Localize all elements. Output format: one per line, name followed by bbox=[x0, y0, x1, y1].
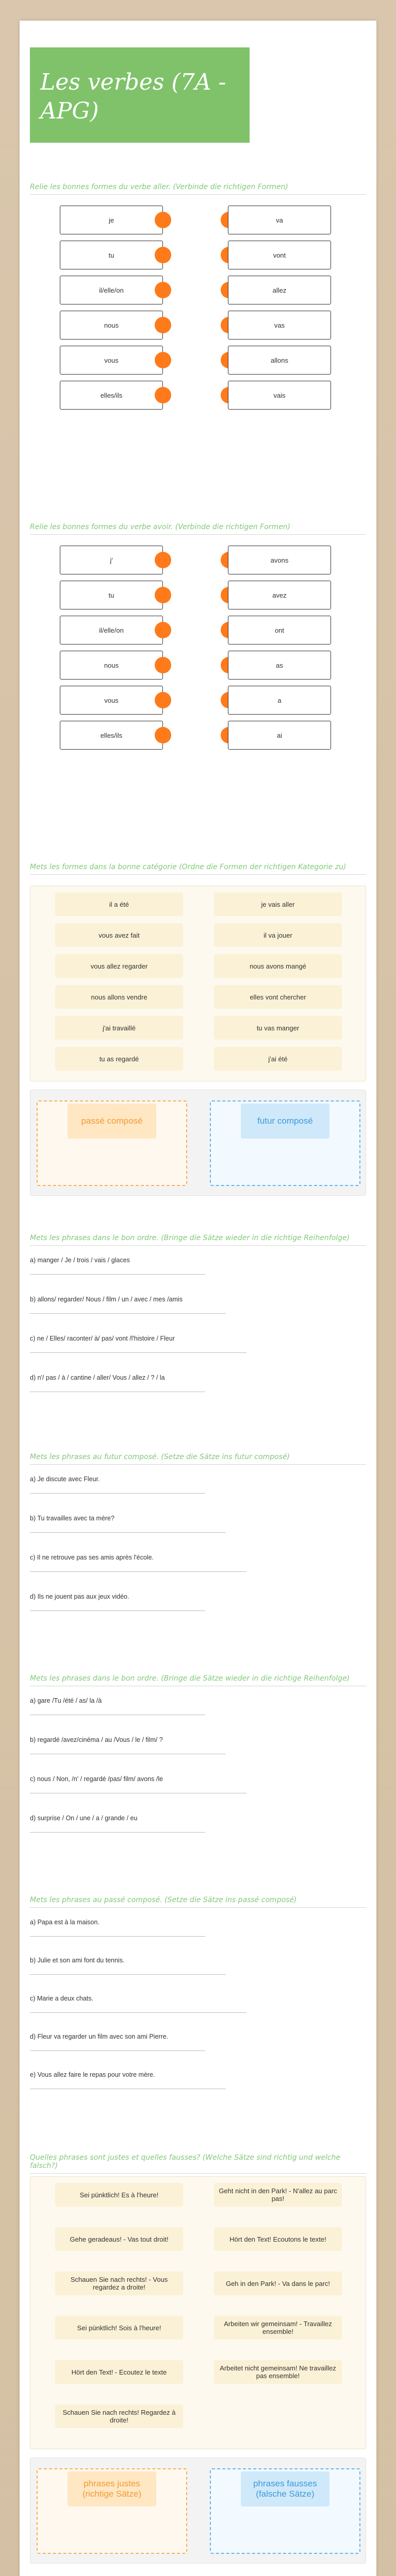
answer-line[interactable] bbox=[30, 1352, 246, 1353]
match-left-dot[interactable] bbox=[155, 692, 171, 708]
match-right-box bbox=[228, 206, 331, 234]
match-left-box bbox=[60, 241, 163, 269]
drag-chip[interactable]: il va jouer bbox=[214, 923, 342, 947]
match-right-label: va bbox=[276, 216, 283, 224]
drag-chip[interactable]: elles vont chercher bbox=[214, 985, 342, 1009]
exercise-aller bbox=[30, 183, 366, 420]
drag-chip[interactable]: tu vas manger bbox=[214, 1016, 342, 1040]
match-left-box bbox=[60, 206, 163, 234]
match-left-box bbox=[60, 616, 163, 645]
exercise-true-false bbox=[30, 2154, 366, 2576]
answer-line[interactable] bbox=[30, 1832, 205, 1833]
sentence-prompt: d) Ils ne jouent pas aux jeux vidéo. bbox=[30, 1593, 129, 1600]
match-left-label: il/elle/on bbox=[99, 286, 124, 294]
match-right-box bbox=[228, 276, 331, 304]
match-left-box bbox=[60, 581, 163, 609]
match-row bbox=[30, 276, 366, 304]
sentence-prompt: a) Je discute avec Fleur. bbox=[30, 1476, 100, 1483]
true-false-bins bbox=[30, 2458, 366, 2564]
answer-line[interactable] bbox=[30, 1936, 205, 1937]
drag-chip[interactable]: Sei pünktlich! Sois à l'heure! bbox=[55, 2316, 183, 2340]
match-right-box bbox=[228, 616, 331, 645]
match-left-label: je bbox=[108, 216, 114, 224]
drag-chip[interactable]: j'ai été bbox=[214, 1047, 342, 1071]
sentence-prompt: a) manger / Je / trois / vais / glaces bbox=[30, 1257, 130, 1264]
match-left-box bbox=[60, 651, 163, 680]
match-left-box bbox=[60, 276, 163, 304]
bin-label-phrases-justes: phrases justes (richtige Sätze) bbox=[68, 2471, 156, 2506]
match-right-box bbox=[228, 581, 331, 609]
sentence-prompt: e) Vous allez faire le repas pour votre mère. bbox=[30, 2071, 155, 2078]
match-row bbox=[30, 581, 366, 609]
match-right-label: as bbox=[276, 661, 283, 669]
match-left-dot[interactable] bbox=[155, 387, 171, 403]
match-left-dot[interactable] bbox=[155, 282, 171, 298]
instruction-order-2: Mets les phrases dans le bon ordre. (Bringe die Sätze wieder in die richtige Reihenfolge) bbox=[30, 1674, 366, 1686]
drag-chip[interactable]: nous avons mangé bbox=[214, 954, 342, 978]
worksheet-page bbox=[20, 21, 376, 2576]
drag-chip[interactable]: Schauen Sie nach rechts! Regardez à droite! bbox=[55, 2404, 183, 2428]
match-left-dot[interactable] bbox=[155, 352, 171, 368]
match-left-box bbox=[60, 546, 163, 574]
match-left-label: nous bbox=[104, 321, 119, 329]
title-banner bbox=[30, 47, 250, 143]
exercise-avoir bbox=[30, 523, 366, 760]
instruction-aller: Relie les bonnes formes du verbe aller. (Verbinde die richtigen Formen) bbox=[30, 183, 366, 195]
bin-passe-compose[interactable] bbox=[37, 1100, 187, 1186]
match-left-label: elles/ils bbox=[100, 731, 123, 739]
match-left-box bbox=[60, 381, 163, 410]
match-left-box bbox=[60, 686, 163, 715]
match-left-label: il/elle/on bbox=[99, 626, 124, 634]
exercise-categories bbox=[30, 863, 366, 1193]
match-row bbox=[30, 241, 366, 269]
drag-chip[interactable]: Geh in den Park! - Va dans le parc! bbox=[214, 2272, 342, 2295]
drag-chip[interactable]: Hört den Text! Ecoutons le texte! bbox=[214, 2227, 342, 2251]
match-row bbox=[30, 346, 366, 375]
drag-chip[interactable]: Geht nicht in den Park! - N'allez au parc pas! bbox=[214, 2183, 342, 2207]
match-left-dot[interactable] bbox=[155, 552, 171, 568]
answer-line[interactable] bbox=[30, 1532, 226, 1533]
sentence-prompt: c) ne / Elles/ raconter/ à/ pas/ vont /l'histoire / Fleur bbox=[30, 1335, 175, 1342]
match-left-label: tu bbox=[108, 251, 114, 259]
match-left-label: elles/ils bbox=[100, 391, 123, 399]
match-left-label: vous bbox=[104, 356, 119, 364]
match-right-label: vas bbox=[274, 321, 285, 329]
match-left-dot[interactable] bbox=[155, 212, 171, 228]
instruction-categories: Mets les formes dans la bonne catégorie (Ordne die Formen der richtigen Kategorie zu) bbox=[30, 863, 366, 875]
instruction-passe: Mets les phrases au passé composé. (Setze die Sätze ins passé composé) bbox=[30, 1896, 366, 1908]
page-title: Les verbes (7A - APG) bbox=[40, 69, 226, 124]
sentence-prompt: b) Julie et son ami font du tennis. bbox=[30, 1957, 125, 1964]
drag-chip[interactable]: Arbeiten wir gemeinsam! - Travaillez ensemble! bbox=[214, 2316, 342, 2340]
sentence-prompt: d) n'/ pas / à / cantine / aller/ Vous / allez / ? / la bbox=[30, 1374, 165, 1381]
sentence-prompt: c) Il ne retrouve pas ses amis après l'école. bbox=[30, 1554, 154, 1561]
drag-chip[interactable]: vous allez regarder bbox=[55, 954, 183, 978]
match-right-box bbox=[228, 381, 331, 410]
drag-chip[interactable]: Hört den Text! - Ecoutez le texte bbox=[55, 2360, 183, 2384]
category-bins bbox=[30, 1090, 366, 1196]
match-right-label: allez bbox=[272, 286, 287, 294]
match-left-box bbox=[60, 346, 163, 375]
sentence-prompt: b) regardé /avez/cinéma / au /Vous / le / film/ ? bbox=[30, 1736, 163, 1743]
chip-pool-true-false bbox=[30, 2176, 366, 2449]
instruction-avoir: Relie les bonnes formes du verbe avoir. (Verbinde die richtigen Formen) bbox=[30, 523, 366, 535]
match-row bbox=[30, 381, 366, 410]
drag-chip[interactable]: j'ai travaillé bbox=[55, 1016, 183, 1040]
answer-line[interactable] bbox=[30, 1571, 246, 1572]
match-right-label: a bbox=[277, 696, 282, 704]
sentence-prompt: d) surprise / On / une / a / grande / eu bbox=[30, 1815, 138, 1822]
match-row bbox=[30, 616, 366, 645]
sentence-prompt: d) Fleur va regarder un film avec son ami Pierre. bbox=[30, 2033, 169, 2040]
match-left-label: j' bbox=[110, 556, 113, 564]
instruction-true-false: Quelles phrases sont justes et quelles fausses? (Welche Sätze sind richtig und welche falsch?) bbox=[30, 2154, 366, 2174]
match-right-box bbox=[228, 686, 331, 715]
match-left-dot[interactable] bbox=[155, 622, 171, 638]
match-right-label: avons bbox=[270, 556, 289, 564]
drag-chip[interactable]: il a été bbox=[55, 892, 183, 916]
bin-label-futur-compose: futur composé bbox=[241, 1104, 329, 1139]
drag-chip[interactable]: nous allons vendre bbox=[55, 985, 183, 1009]
drag-chip[interactable]: je vais aller bbox=[214, 892, 342, 916]
drag-chip[interactable]: Sei pünktlich! Es à l'heure! bbox=[55, 2183, 183, 2207]
match-row bbox=[30, 206, 366, 234]
bin-phrases-fausses[interactable] bbox=[210, 2468, 360, 2554]
exercise-order-1 bbox=[30, 1234, 366, 1409]
answer-line[interactable] bbox=[30, 2050, 205, 2051]
instruction-order-1: Mets les phrases dans le bon ordre. (Bringe die Sätze wieder in die richtige Reihenfolge) bbox=[30, 1234, 366, 1246]
match-left-label: tu bbox=[108, 591, 114, 599]
sentence-prompt: a) gare /Tu /été / as/ la /à bbox=[30, 1697, 102, 1704]
match-right-label: ai bbox=[276, 731, 283, 739]
sentence-prompt: c) nous / Non, /n' / regardé /pas/ film/ avons /le bbox=[30, 1775, 163, 1783]
answer-line[interactable] bbox=[30, 1274, 205, 1275]
match-left-dot[interactable] bbox=[155, 247, 171, 263]
drag-chip[interactable]: tu as regardé bbox=[55, 1047, 183, 1071]
exercise-futur bbox=[30, 1453, 366, 1628]
bin-label-phrases-fausses: phrases fausses (falsche Sätze) bbox=[241, 2471, 329, 2506]
match-left-box bbox=[60, 311, 163, 340]
match-row bbox=[30, 651, 366, 680]
chip-pool bbox=[30, 886, 366, 1081]
bin-label-passe-compose: passé composé bbox=[68, 1104, 156, 1139]
match-right-box bbox=[228, 241, 331, 269]
match-left-label: nous bbox=[104, 661, 119, 669]
answer-line[interactable] bbox=[30, 1493, 205, 1494]
match-row bbox=[30, 686, 366, 715]
bin-futur-compose[interactable] bbox=[210, 1100, 360, 1186]
sentence-prompt: b) Tu travailles avec ta mère? bbox=[30, 1515, 114, 1522]
drag-chip[interactable]: Arbeitet nicht gemeinsam! Ne travaillez pas ensemble! bbox=[214, 2360, 342, 2384]
match-row bbox=[30, 311, 366, 340]
match-left-label: vous bbox=[104, 696, 119, 704]
match-left-dot[interactable] bbox=[155, 587, 171, 603]
sentence-prompt: b) allons/ regarder/ Nous / film / un / avec / mes /amis bbox=[30, 1296, 183, 1303]
match-right-box bbox=[228, 721, 331, 750]
sentence-prompt: c) Marie a deux chats. bbox=[30, 1995, 93, 2002]
match-left-dot[interactable] bbox=[155, 727, 171, 743]
drag-chip[interactable]: Schauen Sie nach rechts! - Vous regardez a droite! bbox=[55, 2272, 183, 2295]
match-left-box bbox=[60, 721, 163, 750]
match-right-label: vais bbox=[273, 391, 286, 399]
bin-phrases-justes[interactable] bbox=[37, 2468, 187, 2554]
match-right-box bbox=[228, 546, 331, 574]
sentence-prompt: a) Papa est à la maison. bbox=[30, 1919, 100, 1926]
match-left-dot[interactable] bbox=[155, 317, 171, 333]
drag-chip[interactable]: vous avez fait bbox=[55, 923, 183, 947]
answer-line[interactable] bbox=[30, 1313, 226, 1314]
answer-line[interactable] bbox=[30, 2012, 246, 2013]
match-right-label: ont bbox=[274, 626, 285, 634]
match-left-dot[interactable] bbox=[155, 657, 171, 673]
match-right-box bbox=[228, 346, 331, 375]
exercise-order-2 bbox=[30, 1674, 366, 1850]
match-right-box bbox=[228, 311, 331, 340]
match-right-label: vont bbox=[273, 251, 286, 259]
match-right-label: avez bbox=[272, 591, 287, 599]
match-right-box bbox=[228, 651, 331, 680]
match-row bbox=[30, 721, 366, 750]
exercise-passe bbox=[30, 1896, 366, 2102]
match-row bbox=[30, 546, 366, 574]
match-right-label: allons bbox=[271, 356, 288, 364]
instruction-futur: Mets les phrases au futur composé. (Setze die Sätze ins futur composé) bbox=[30, 1453, 366, 1465]
answer-line[interactable] bbox=[30, 1974, 226, 1975]
drag-chip[interactable]: Gehe geradeaus! - Vas tout droit! bbox=[55, 2227, 183, 2251]
